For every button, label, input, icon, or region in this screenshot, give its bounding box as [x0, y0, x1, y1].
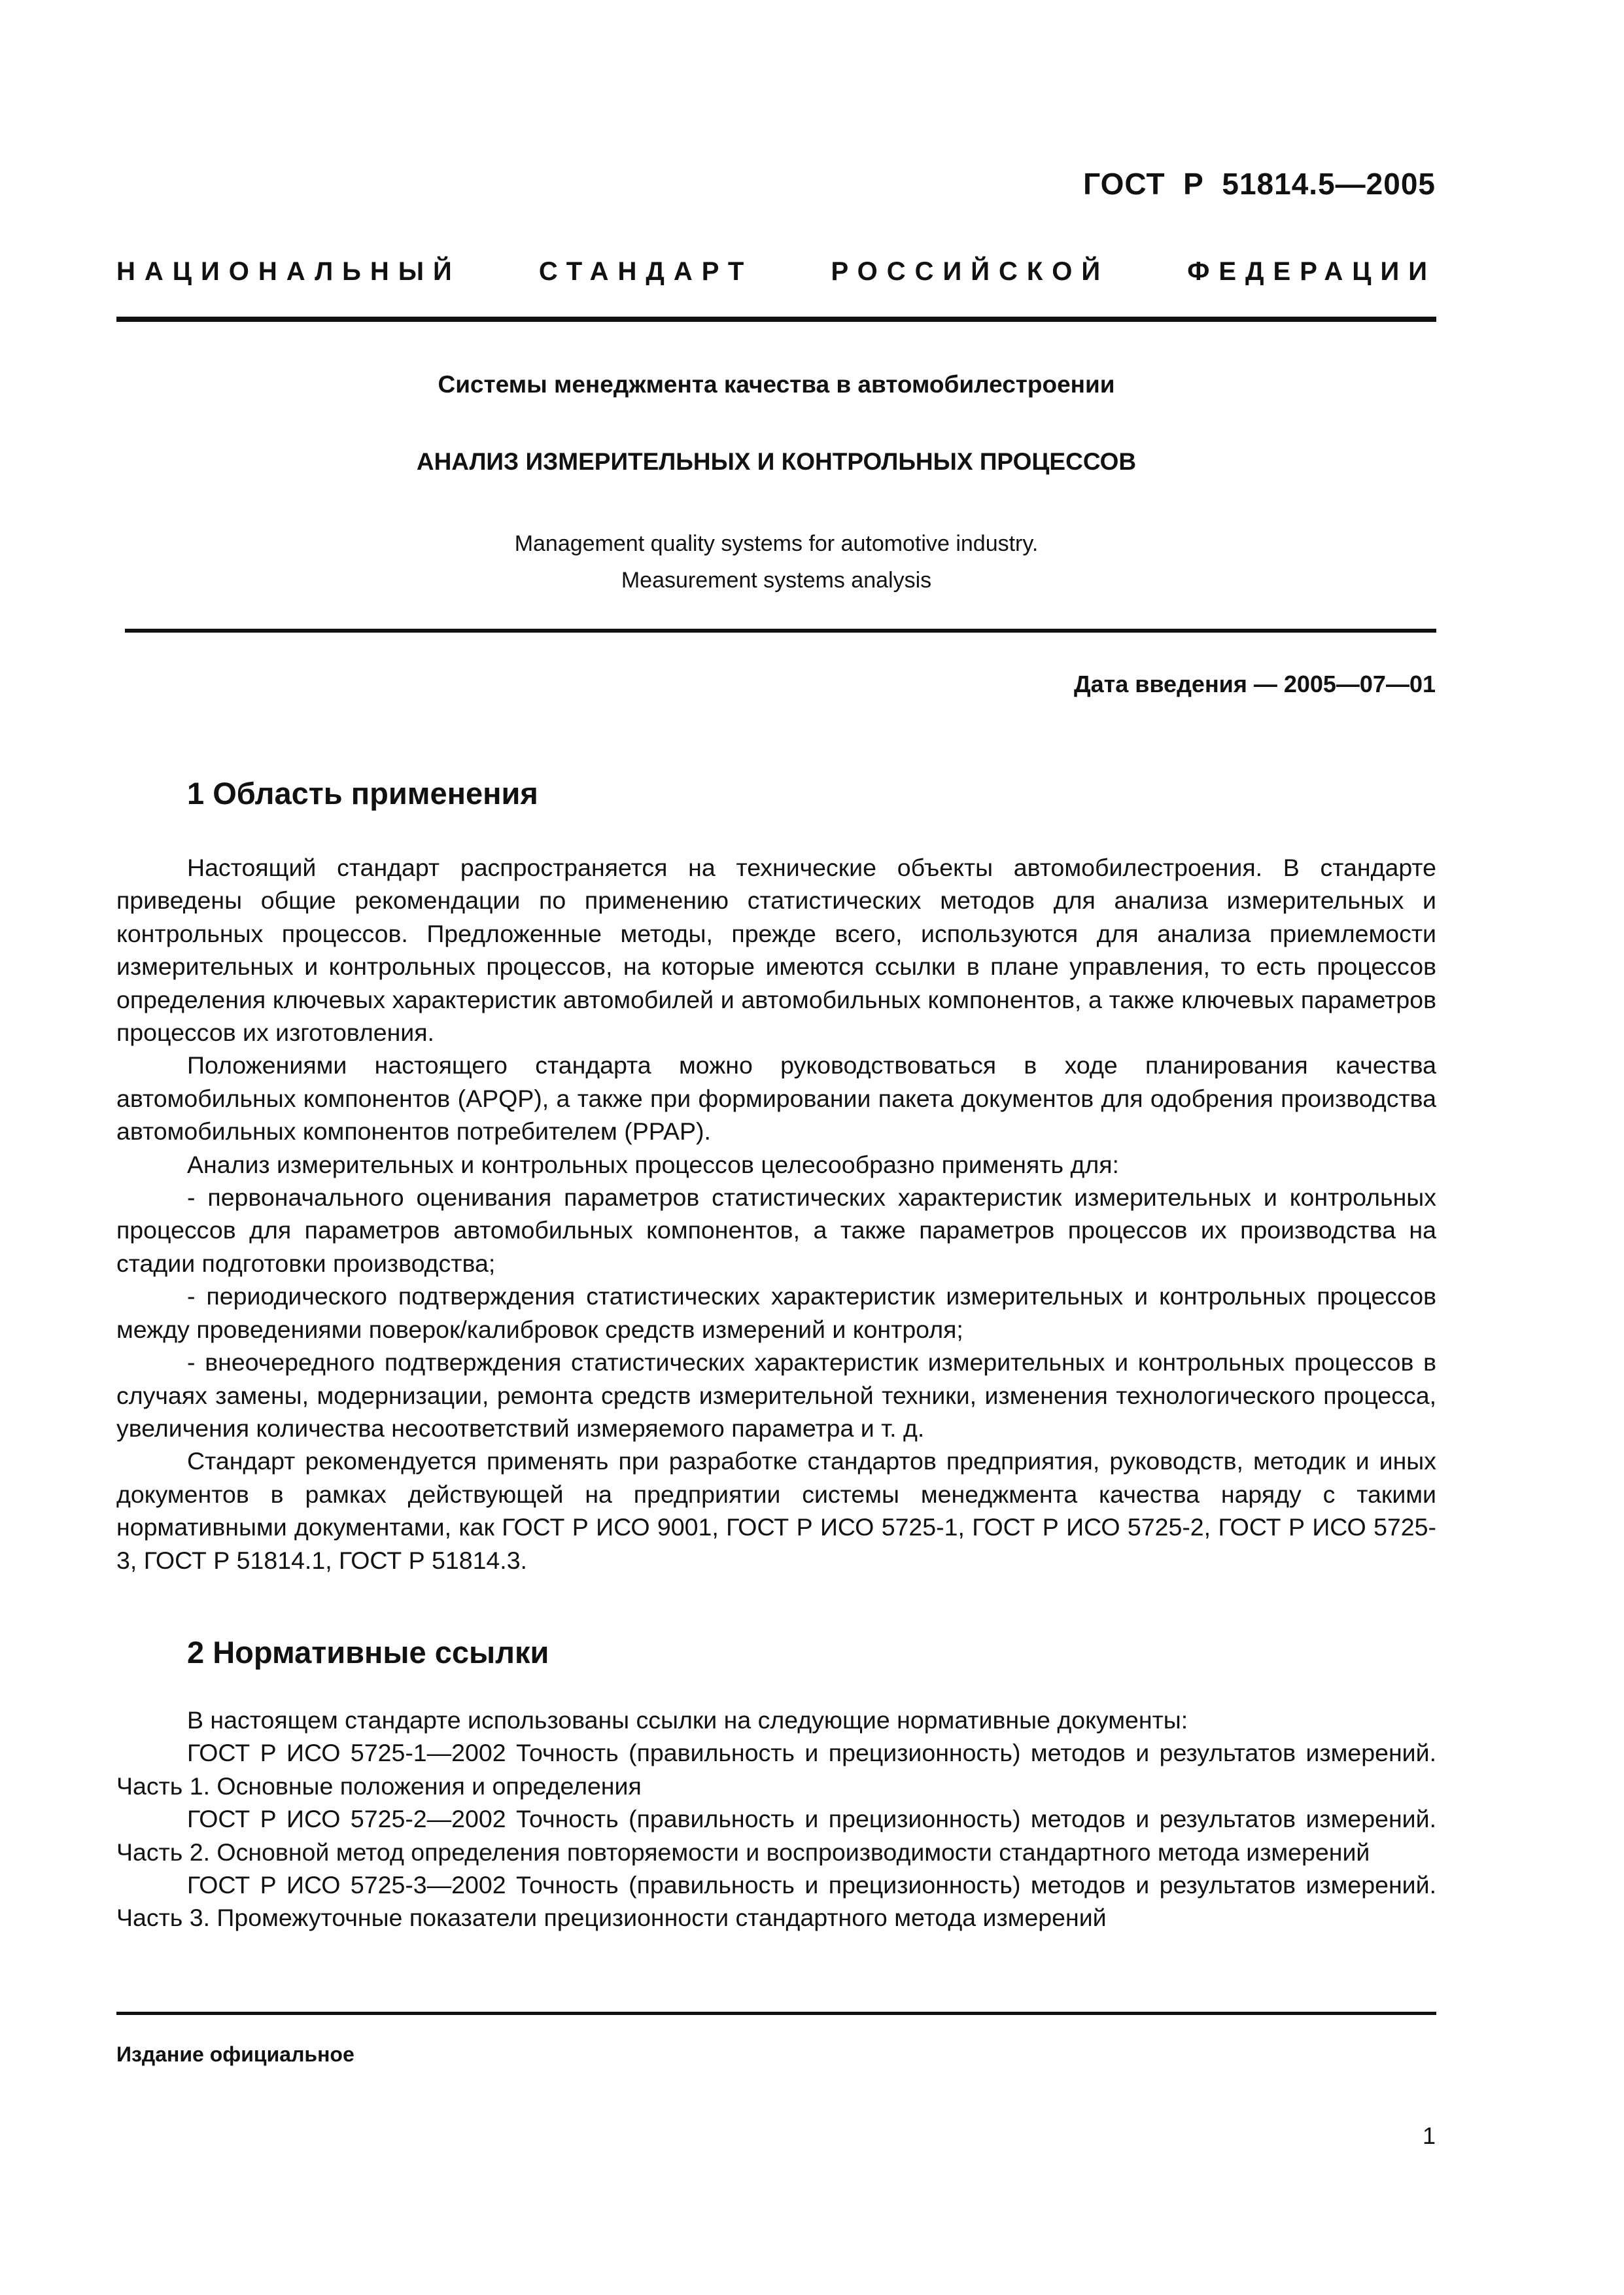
title-divider	[125, 629, 1436, 633]
normative-reference: ГОСТ Р ИСО 5725-2—2002 Точность (правильность и прецизионность) методов и результатов измерений. Часть 2. Основной метод определения повторяемости и воспроизводимости стандартного метода измерений	[116, 1805, 1436, 1866]
section-2-body	[116, 1704, 1436, 1935]
section-1-paragraph: Анализ измерительных и контрольных процессов целесообразно применять для:	[187, 1150, 1119, 1178]
normative-reference: ГОСТ Р ИСО 5725-3—2002 Точность (правильность и прецизионность) методов и результатов измерений. Часть 3. Промежуточные показатели прецизионности стандартного метода измерений	[116, 1871, 1436, 1932]
document-subtitle: Системы менеджмента качества в автомобилестроении	[438, 371, 1115, 398]
section-1-paragraph: Стандарт рекомендуется применять при разработке стандартов предприятия, руководств, методик и иных документов в рамках действующей на предприятии системы менеджмента качества наряду с такими нормативными документами, как ГОСТ Р ИСО 9001, ГОСТ Р ИСО 5725-1, ГОСТ Р ИСО 5725-2, ГОСТ Р ИСО 5725-3, ГОСТ Р 51814.1, ГОСТ Р 51814.3.	[116, 1447, 1436, 1574]
national-standard-title: НАЦИОНАЛЬНЫЙ СТАНДАРТ РОССИЙСКОЙ ФЕДЕРАЦИИ	[116, 257, 1436, 286]
section-2-heading: 2 Нормативные ссылки	[187, 1635, 549, 1670]
english-title-line-2: Measurement systems analysis	[621, 568, 932, 593]
section-1-paragraph: Положениями настоящего стандарта можно руководствоваться в ходе планирования качества автомобильных компонентов (APQP), а также при формировании пакета документов для одобрения производства автомобильных компонентов потребителем (PPAP).	[116, 1051, 1436, 1146]
footer-divider	[116, 2012, 1436, 2015]
section-2-paragraph: В настоящем стандарте использованы ссылки на следующие нормативные документы:	[187, 1706, 1188, 1734]
section-1-paragraph: Настоящий стандарт распространяется на технические объекты автомобилестроения. В стандарте приведены общие рекомендации по применению статистических методов для анализа измерительных и контрольных процессов. Предложенные методы, прежде всего, используются для анализа приемлемости измерительных и контрольных процессов, на которые имеются ссылки в плане управления, то есть процессов определения ключевых характеристик автомобилей и автомобильных компонентов, а также ключевых параметров процессов их изготовления.	[116, 854, 1436, 1047]
header-divider	[116, 317, 1436, 322]
section-1-list-item: - внеочередного подтверждения статистических характеристик измерительных и контрольных процессов в случаях замены, модернизации, ремонта средств измерительной техники, изменения технологического процесса, увеличения количества несоответствий измеряемого параметра и т. д.	[116, 1348, 1436, 1442]
english-title	[116, 525, 1436, 599]
section-1-heading: 1 Область применения	[187, 776, 538, 811]
page-number: 1	[1422, 2122, 1436, 2149]
normative-reference: ГОСТ Р ИСО 5725-1—2002 Точность (правильность и прецизионность) методов и результатов измерений. Часть 1. Основные положения и определения	[116, 1739, 1436, 1800]
section-1-list-item: - периодического подтверждения статистических характеристик измерительных и контрольных процессов между проведениями поверок/калибровок средств измерений и контроля;	[116, 1282, 1436, 1343]
english-title-line-1: Management quality systems for automotive industry.	[514, 531, 1039, 556]
section-1-body	[116, 851, 1436, 1577]
document-title: АНАЛИЗ ИЗМЕРИТЕЛЬНЫХ И КОНТРОЛЬНЫХ ПРОЦЕССОВ	[416, 448, 1137, 475]
standard-number: ГОСТ Р 51814.5—2005	[1083, 167, 1436, 201]
introduction-date: Дата введения — 2005—07—01	[1073, 671, 1436, 697]
official-edition-label: Издание официальное	[116, 2042, 354, 2066]
section-1-list-item: - первоначального оценивания параметров статистических характеристик измерительных и контрольных процессов для параметров автомобильных компонентов, а также параметров процессов их производства на стадии подготовки производства;	[116, 1183, 1436, 1277]
